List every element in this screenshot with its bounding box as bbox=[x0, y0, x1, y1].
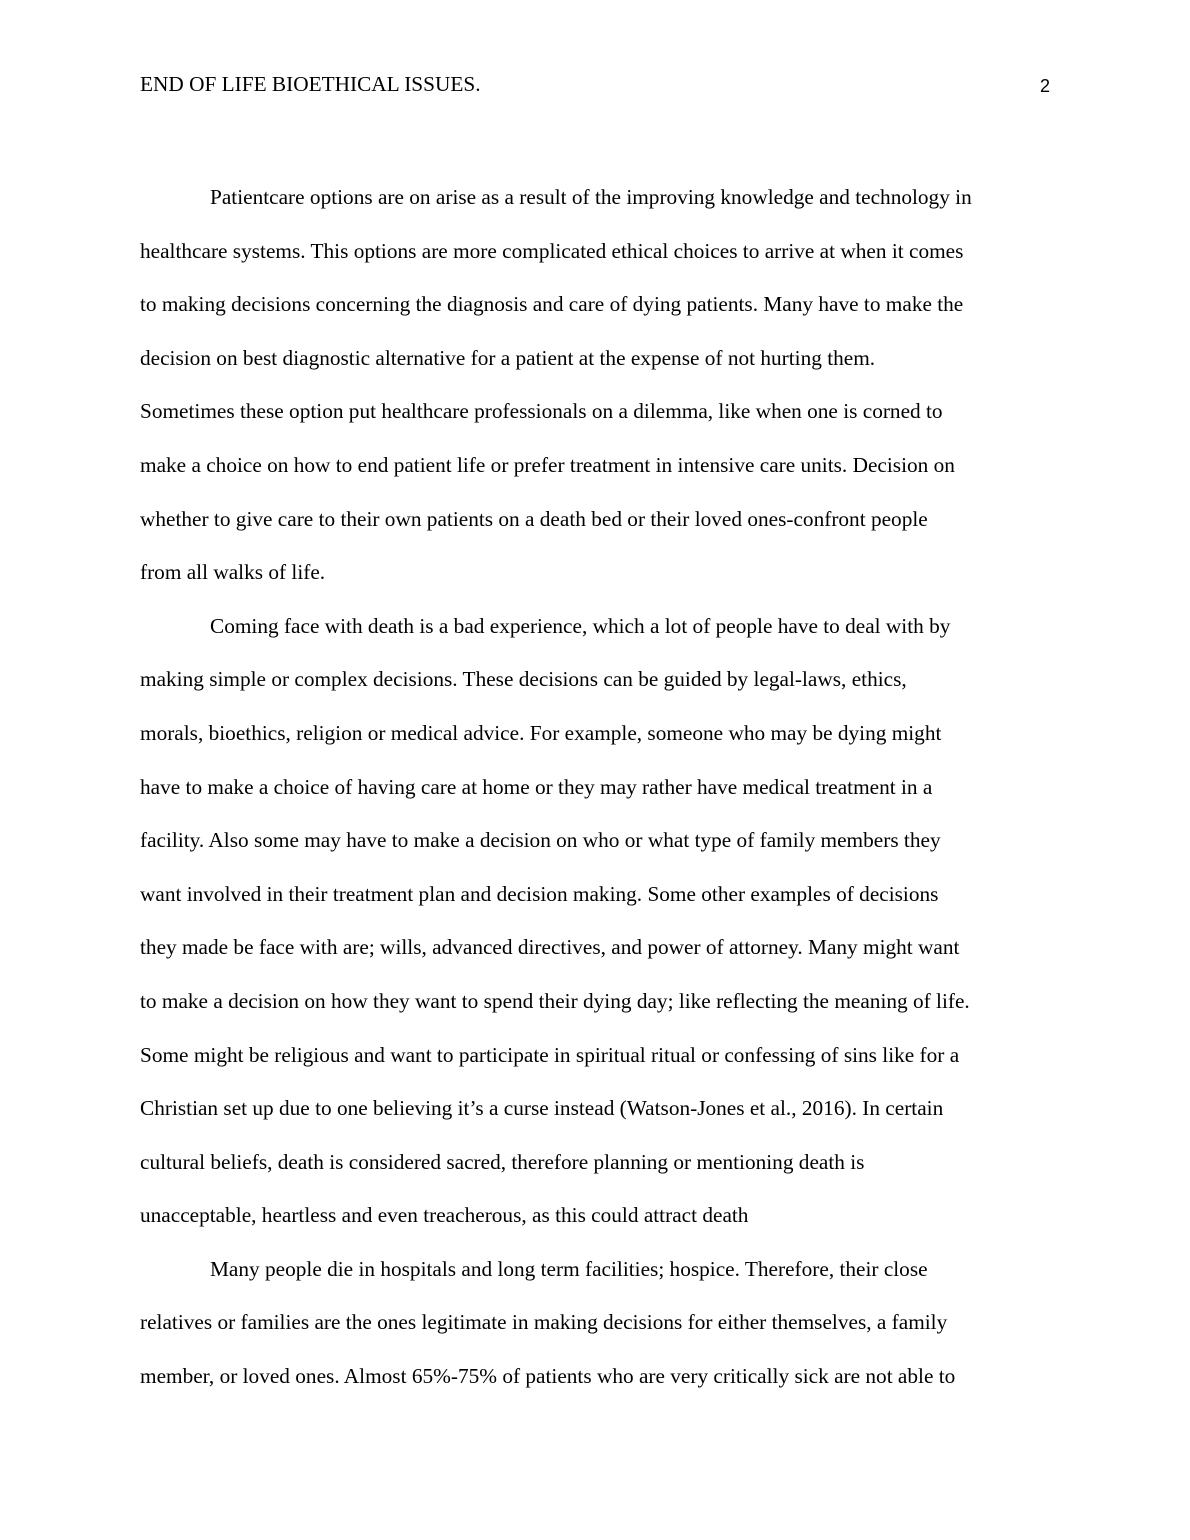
page-number: 2 bbox=[1039, 76, 1050, 96]
paragraph-1-line: whether to give care to their own patients on a death bed or their loved ones-confront people bbox=[140, 506, 928, 531]
running-head: END OF LIFE BIOETHICAL ISSUES. bbox=[140, 72, 481, 96]
paragraph-2-line: facility. Also some may have to make a decision on who or what type of family members they bbox=[140, 828, 941, 853]
paragraph-1-line: to making decisions concerning the diagnosis and care of dying patients. Many have to make the bbox=[140, 292, 964, 317]
paragraph-1-line: healthcare systems. This options are more complicated ethical choices to arrive at when it comes bbox=[140, 238, 964, 263]
page-header bbox=[140, 70, 1050, 100]
paragraph-2-line: morals, bioethics, religion or medical advice. For example, someone who may be dying might bbox=[140, 720, 942, 745]
paragraph-1-line: make a choice on how to end patient life or prefer treatment in intensive care units. Decision on bbox=[140, 452, 955, 477]
paragraph-1-line: Sometimes these option put healthcare professionals on a dilemma, like when one is corned to bbox=[140, 399, 943, 424]
paragraph-2-line: have to make a choice of having care at home or they may rather have medical treatment in a bbox=[140, 774, 933, 799]
paragraph-2-line: want involved in their treatment plan and decision making. Some other examples of decisions bbox=[140, 881, 939, 906]
paragraph-3-line: member, or loved ones. Almost 65%-75% of patients who are very critically sick are not able to bbox=[140, 1364, 956, 1389]
paragraph-1-line: from all walks of life. bbox=[140, 560, 326, 585]
paragraph-2-line: they made be face with are; wills, advanced directives, and power of attorney. Many might want bbox=[140, 935, 960, 960]
paragraph-1-line: decision on best diagnostic alternative for a patient at the expense of not hurting them. bbox=[140, 345, 876, 370]
paragraph-2-line: cultural beliefs, death is considered sacred, therefore planning or mentioning death is bbox=[140, 1149, 865, 1174]
paragraph-3-line: Many people die in hospitals and long term facilities; hospice. Therefore, their close bbox=[210, 1256, 928, 1281]
paragraph-2-line: unacceptable, heartless and even treacherous, as this could attract death bbox=[140, 1203, 749, 1228]
paragraph-2-line: Some might be religious and want to participate in spiritual ritual or confessing of sins like for a bbox=[140, 1042, 960, 1067]
paragraph-2-line: Coming face with death is a bad experience, which a lot of people have to deal with by bbox=[210, 613, 951, 638]
paragraph-1-line: Patientcare options are on arise as a result of the improving knowledge and technology in bbox=[210, 185, 972, 209]
paragraph-2-line: making simple or complex decisions. These decisions can be guided by legal-laws, ethics, bbox=[140, 667, 907, 692]
paragraph-2-line: Christian set up due to one believing it’s a curse instead (Watson-Jones et al., 2016). In certain bbox=[140, 1096, 944, 1121]
paragraph-3-line: relatives or families are the ones legitimate in making decisions for either themselves, a family bbox=[140, 1310, 948, 1335]
paragraph-2-line: to make a decision on how they want to spend their dying day; like reflecting the meaning of life. bbox=[140, 988, 970, 1013]
body-text bbox=[140, 171, 1050, 1404]
